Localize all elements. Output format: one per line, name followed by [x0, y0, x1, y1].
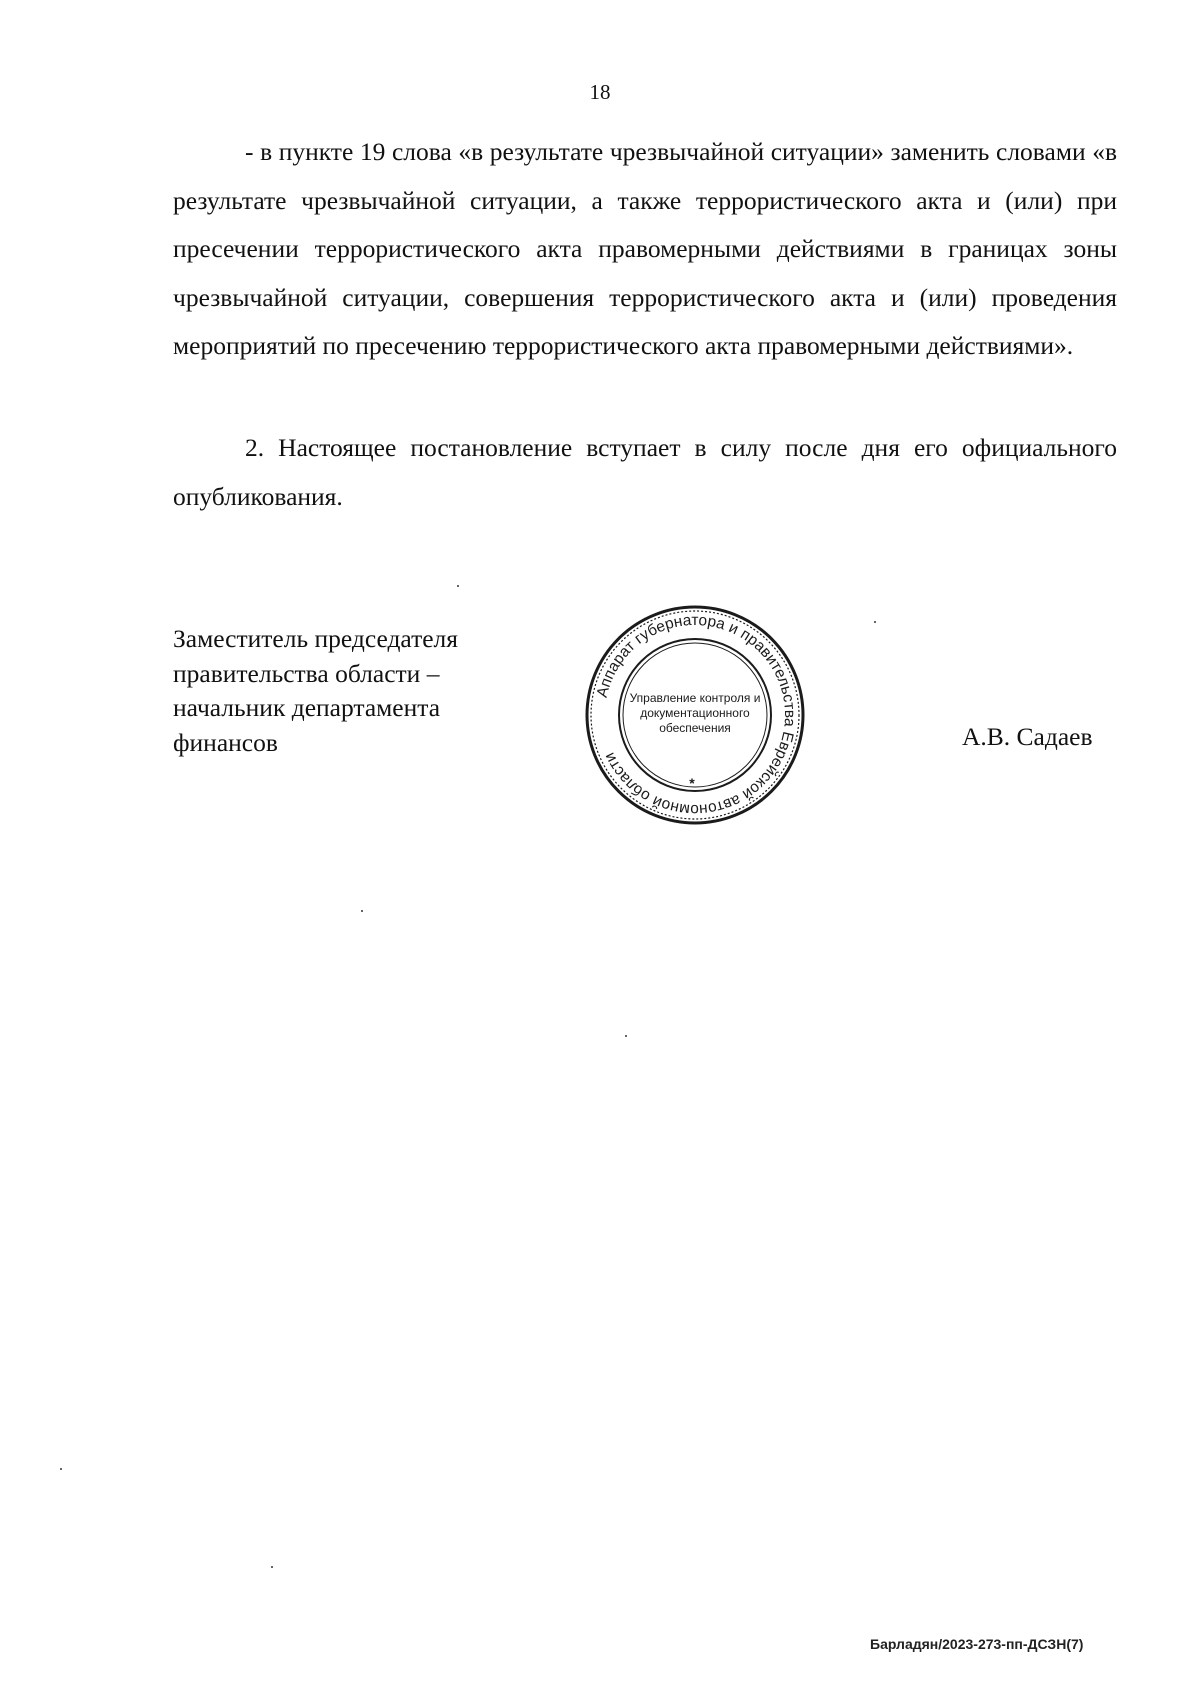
effective-date-paragraph: 2. Настоящее постановление вступает в силу после дня его официального опубликования. — [173, 433, 1117, 511]
stamp-outer-text: Аппарат губернатора и правительства Еврейской автономной области — [593, 611, 799, 819]
amendment-paragraph: - в пункте 19 слова «в результате чрезвычайной ситуации» заменить словами «в результате чрезвычайной ситуации, а также террористического акта и (или) при пресечении террористического акта правомерными действиями в границах зоны чрезвычайной ситуации, совершения террористического акта и (или) проведения мероприятий по пресечению террористического акта правомерными действиями». — [173, 137, 1117, 360]
document-registration-code: Барладян/2023-273-пп-ДСЗН(7) — [870, 1636, 1084, 1652]
page-number: 18 — [589, 80, 611, 104]
scan-speck — [457, 585, 459, 587]
official-seal-stamp — [584, 604, 806, 826]
scan-speck — [60, 1468, 62, 1470]
stamp-inner-line-2: документационного — [640, 706, 750, 720]
stamp-inner-line-1: Управление контроля и — [629, 691, 761, 705]
scan-speck — [361, 910, 363, 912]
stamp-star-icon: * — [689, 775, 695, 791]
signer-name: А.В. Садаев — [962, 722, 1093, 751]
scan-speck — [874, 621, 876, 623]
scan-speck — [625, 1035, 627, 1037]
signer-title: Заместитель председателя правительства области – начальник департамента финансов — [173, 624, 458, 757]
stamp-inner-line-3: обеспечения — [659, 721, 731, 735]
scan-speck — [271, 1566, 273, 1568]
